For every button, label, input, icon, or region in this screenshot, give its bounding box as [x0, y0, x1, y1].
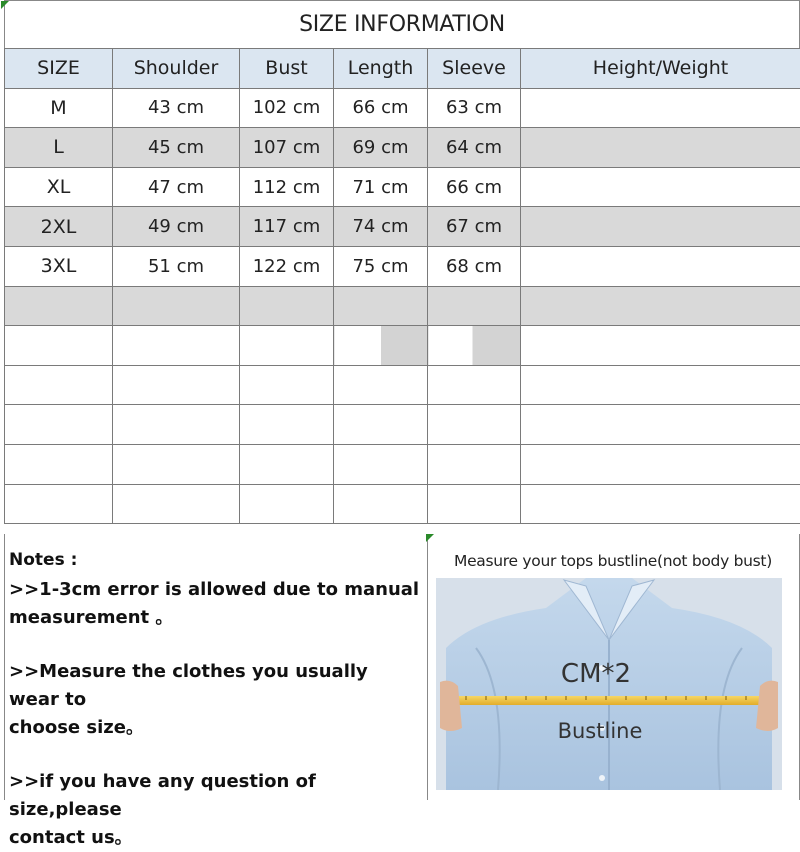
cell-bust: 117 cm — [240, 207, 334, 247]
header-size: SIZE — [5, 49, 113, 89]
cell-shoulder: 51 cm — [113, 246, 240, 286]
empty-cell — [334, 365, 428, 405]
table-row — [5, 167, 800, 207]
empty-cell — [521, 484, 800, 524]
header-length: Length — [334, 49, 428, 89]
size-table — [4, 48, 800, 524]
cell-height-weight — [521, 246, 800, 286]
empty-table-row — [5, 444, 800, 484]
empty-cell — [240, 286, 334, 326]
empty-cell — [113, 286, 240, 326]
cell-sleeve: 63 cm — [428, 88, 521, 128]
table-row — [5, 207, 800, 247]
cell-length: 66 cm — [334, 88, 428, 128]
cell-height-weight — [521, 128, 800, 168]
empty-table-row — [5, 365, 800, 405]
size-information-title — [4, 0, 800, 48]
empty-cell — [428, 444, 521, 484]
corner-marker-icon — [426, 534, 434, 542]
cell-bust: 102 cm — [240, 88, 334, 128]
shirt-button-icon — [599, 775, 605, 781]
empty-cell — [334, 444, 428, 484]
cell-bust: 112 cm — [240, 167, 334, 207]
cell-length: 75 cm — [334, 246, 428, 286]
empty-cell — [334, 326, 428, 366]
notes-panel — [4, 534, 427, 800]
note-line: choose size。 — [9, 714, 423, 742]
cell-bust: 122 cm — [240, 246, 334, 286]
cell-size: XL — [5, 167, 113, 207]
cell-height-weight — [521, 88, 800, 128]
cell-bust: 107 cm — [240, 128, 334, 168]
photo-label-bustline: Bustline — [558, 719, 643, 743]
cell-shoulder: 47 cm — [113, 167, 240, 207]
empty-cell — [240, 444, 334, 484]
cell-size: 2XL — [5, 207, 113, 247]
empty-cell — [5, 444, 113, 484]
empty-cell — [113, 365, 240, 405]
empty-cell — [5, 365, 113, 405]
cell-sleeve: 64 cm — [428, 128, 521, 168]
empty-cell — [240, 365, 334, 405]
header-shoulder: Shoulder — [113, 49, 240, 89]
cell-sleeve: 66 cm — [428, 167, 521, 207]
empty-cell — [334, 405, 428, 445]
cell-length: 74 cm — [334, 207, 428, 247]
note-line: measurement 。 — [9, 604, 423, 632]
empty-cell — [113, 326, 240, 366]
cell-shoulder: 45 cm — [113, 128, 240, 168]
cell-shoulder: 43 cm — [113, 88, 240, 128]
empty-table-row — [5, 484, 800, 524]
empty-table-row — [5, 286, 800, 326]
cell-height-weight — [521, 207, 800, 247]
empty-cell — [521, 365, 800, 405]
photo-label-cm2: CM*2 — [561, 659, 631, 689]
empty-cell — [5, 286, 113, 326]
empty-cell — [428, 286, 521, 326]
cell-length: 69 cm — [334, 128, 428, 168]
corner-marker-icon — [1, 1, 9, 9]
empty-cell — [5, 484, 113, 524]
empty-cell — [5, 405, 113, 445]
note-line: >>Measure the clothes you usually wear to — [9, 658, 423, 714]
empty-cell — [521, 286, 800, 326]
table-row — [5, 88, 800, 128]
table-row — [5, 128, 800, 168]
empty-cell — [428, 365, 521, 405]
note-line: >>1-3cm error is allowed due to manual — [9, 576, 423, 604]
empty-cell — [113, 405, 240, 445]
cell-size: M — [5, 88, 113, 128]
empty-cell — [428, 405, 521, 445]
note-line: >>if you have any question of size,please — [9, 768, 423, 824]
empty-cell — [334, 484, 428, 524]
header-bust: Bust — [240, 49, 334, 89]
shirt-bustline-photo — [436, 578, 782, 790]
table-header-row — [5, 49, 800, 89]
empty-cell — [334, 286, 428, 326]
header-height-weight: Height/Weight — [521, 49, 800, 89]
empty-cell — [521, 405, 800, 445]
empty-cell — [428, 326, 521, 366]
empty-cell — [113, 484, 240, 524]
note-line: contact us。 — [9, 824, 423, 852]
measure-caption: Measure your tops bustline(not body bust) — [454, 552, 772, 570]
empty-cell — [521, 326, 800, 366]
measuring-tape-shape — [452, 696, 768, 705]
cell-size: 3XL — [5, 246, 113, 286]
cell-sleeve: 68 cm — [428, 246, 521, 286]
empty-cell — [5, 326, 113, 366]
title-text: SIZE INFORMATION — [299, 12, 505, 37]
empty-table-row — [5, 405, 800, 445]
empty-table-row — [5, 326, 800, 366]
empty-cell — [521, 444, 800, 484]
cell-sleeve: 67 cm — [428, 207, 521, 247]
notes-title: Notes : — [9, 546, 423, 574]
cell-size: L — [5, 128, 113, 168]
cell-length: 71 cm — [334, 167, 428, 207]
empty-cell — [240, 484, 334, 524]
header-sleeve: Sleeve — [428, 49, 521, 89]
empty-cell — [428, 484, 521, 524]
empty-cell — [113, 444, 240, 484]
empty-cell — [240, 326, 334, 366]
cell-shoulder: 49 cm — [113, 207, 240, 247]
cell-height-weight — [521, 167, 800, 207]
table-row — [5, 246, 800, 286]
measure-panel — [427, 534, 800, 800]
empty-cell — [240, 405, 334, 445]
